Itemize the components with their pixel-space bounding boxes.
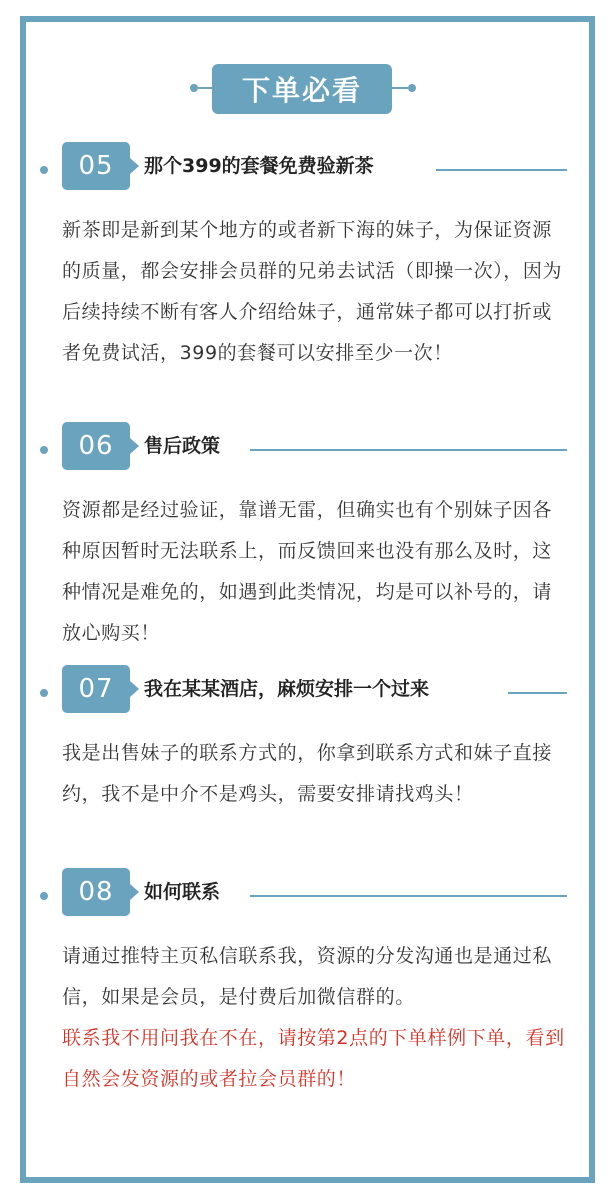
page-title: 下单必看 [212,64,392,114]
section-title: 如何联系 [144,881,221,903]
section-bullet-icon [40,689,48,697]
section-divider [436,169,567,171]
section-divider [250,895,567,897]
section-body: 资源都是经过验证，靠谱无雷，但确实也有个别妹子因各种原因暂时无法联系上，而反馈回来也没有那么及时，这种情况是难免的，如遇到此类情况，均是可以补号的，请放心购买！ [62,499,553,644]
section-number-badge: 06 [62,422,130,470]
section-divider [250,449,567,451]
section-number-badge: 07 [62,665,130,713]
section-title: 售后政策 [144,435,221,457]
section-divider [508,692,567,694]
title-left-dot [190,84,198,92]
section-bullet-icon [40,446,48,454]
section-title: 我在某某酒店，麻烦安排一个过来 [144,678,430,700]
contact-notice: 联系我不用问我在不在，请按第2点的下单样例下单，看到自然会发资源的或者拉会员群的！ [62,1027,565,1090]
title-right-dot [408,84,416,92]
section-body: 新茶即是新到某个地方的或者新下海的妹子，为保证资源的质量，都会安排会员群的兄弟去试活（即操一次），因为后续持续不断有客人介绍给妹子，通常妹子都可以打折或者免费试活，399的套餐可以安排至少一次！ [62,219,563,364]
section-body: 我是出售妹子的联系方式的，你拿到联系方式和妹子直接约，我不是中介不是鸡头，需要安排请找鸡头！ [62,742,553,805]
section-bullet-icon [40,166,48,174]
section-number-badge: 08 [62,868,130,916]
section-title: 那个399的套餐免费验新茶 [144,155,374,177]
section-number-badge: 05 [62,142,130,190]
section-bullet-icon [40,892,48,900]
section-body-wrap [62,936,568,1100]
section-body: 请通过推特主页私信联系我，资源的分发沟通也是通过私信，如果是会员，是付费后加微信群的。 [62,945,553,1008]
title-right-line [392,87,408,89]
